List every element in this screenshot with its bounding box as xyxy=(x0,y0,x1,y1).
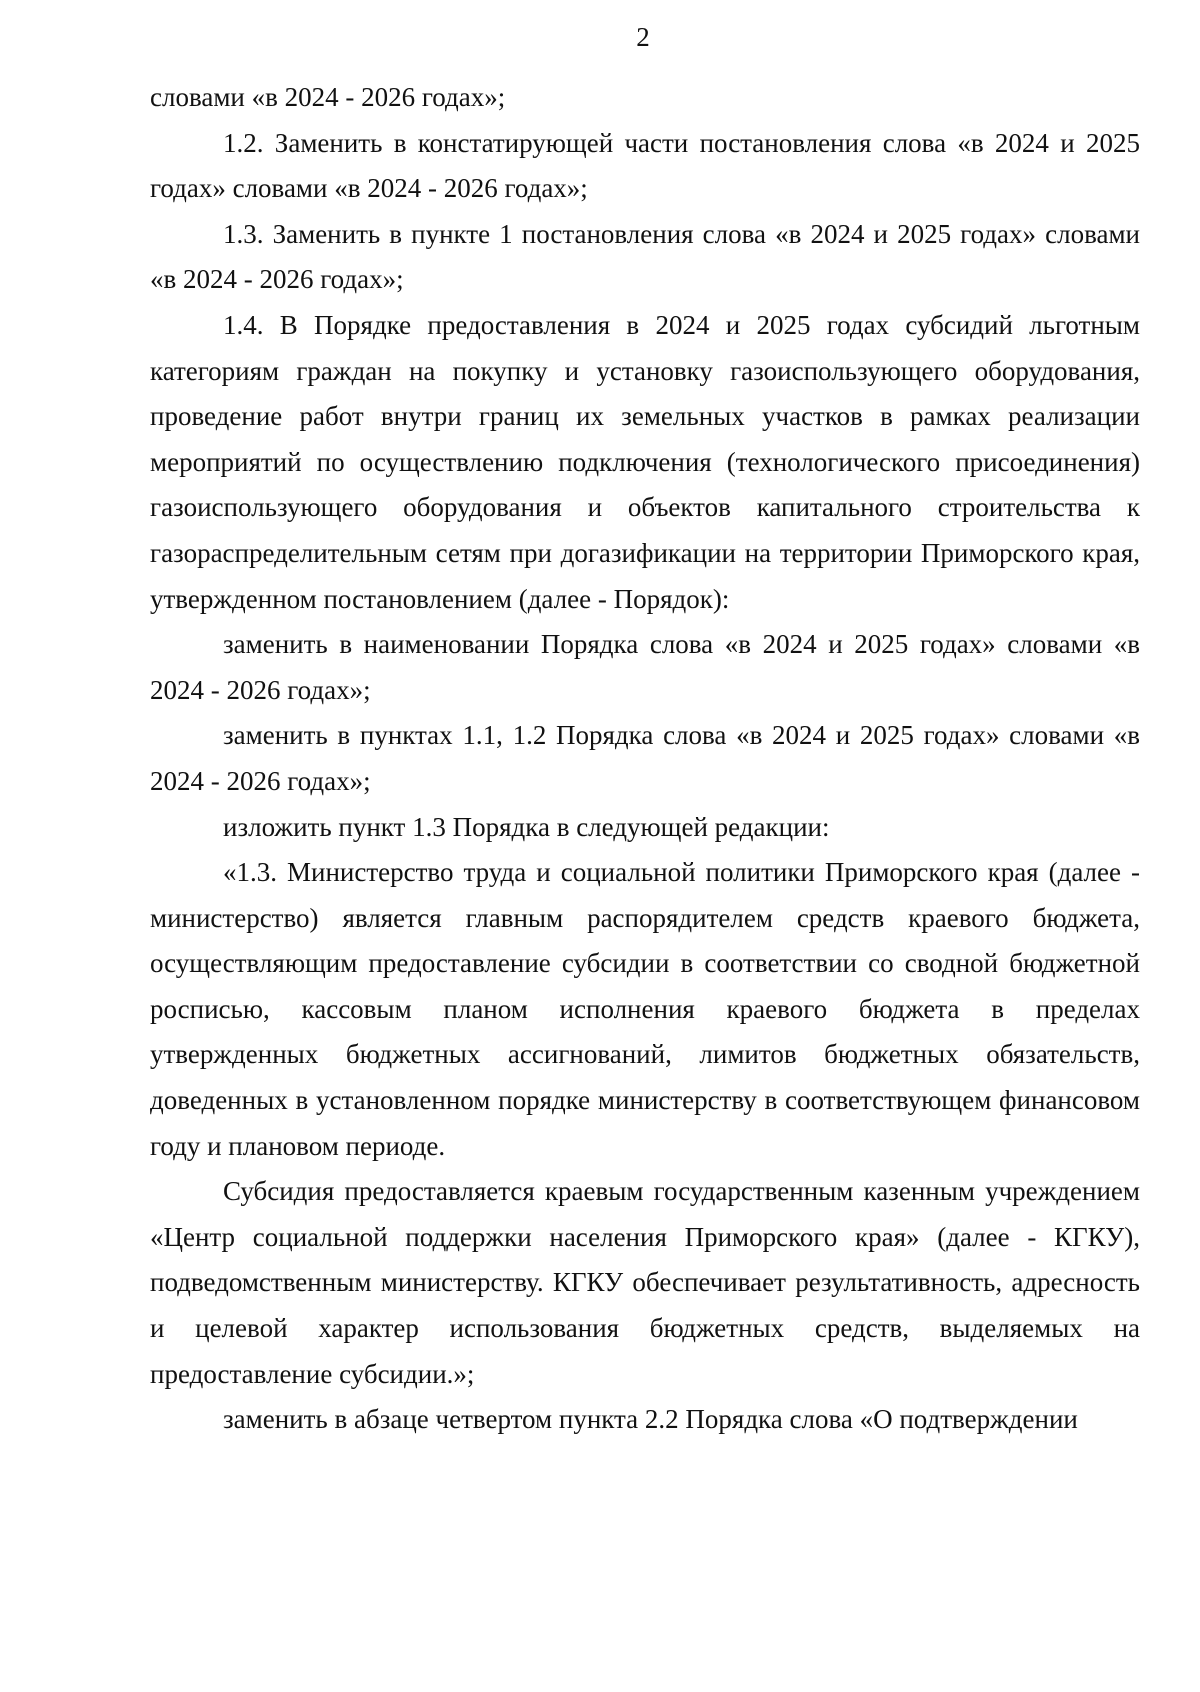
paragraph-replace-title: заменить в наименовании Порядка слова «в 2024 и 2025 годах» словами «в 2024 - 2026 годах»; xyxy=(150,629,1140,705)
paragraph-1-2: 1.2. Заменить в констатирующей части постановления слова «в 2024 и 2025 годах» словами «в 2024 - 2026 годах»; xyxy=(150,127,1140,204)
paragraph-replace-points: заменить в пунктах 1.1, 1.2 Порядка слова «в 2024 и 2025 годах» словами «в 2024 - 2026 годах»; xyxy=(150,720,1140,796)
page-number: 2 xyxy=(636,22,650,52)
paragraph-quoted-1-3: «1.3. Министерство труда и социальной политики Приморского края (далее - министерство) является главным распорядителем средств краевого бюджета, осуществляющим предоставление субсидии в соответствии со сводной бюджетной росписью, кассовым планом исполнения краевого бюджета в пределах утвержденных бюджетных ассигнований, лимитов бюджетных обязательств, доведенных в установленном порядке министерству в соответствующем финансовом году и плановом периоде. xyxy=(150,857,1140,1161)
paragraph-restate-intro: изложить пункт 1.3 Порядка в следующей редакции: xyxy=(223,811,830,842)
paragraph-1-4: 1.4. В Порядке предоставления в 2024 и 2025 годах субсидий льготным категориям граждан на покупку и установку газоиспользующего оборудования, проведение работ внутри границ их земельных участков в рамках реализации мероприятий по осуществлению подключения (технологического присоединения) газоиспользующего оборудования и объектов капитального строительства к газораспределительным сетям при догазификации на территории Приморского края, утвержденном постановлением (далее - Порядок): xyxy=(150,309,1140,614)
paragraph-continuation: словами «в 2024 - 2026 годах»; xyxy=(150,82,506,112)
paragraph-1-3: 1.3. Заменить в пункте 1 постановления слова «в 2024 и 2025 годах» словами «в 2024 - 2026 годах»; xyxy=(150,218,1140,295)
paragraph-replace-2-2: заменить в абзаце четвертом пункта 2.2 Порядка слова «О подтверждении xyxy=(223,1404,1078,1435)
paragraph-subsidy: Субсидия предоставляется краевым государственным казенным учреждением «Центр социальной поддержки населения Приморского края» (далее - КГКУ), подведомственным министерству. КГКУ обеспечивает результативность, адресность и целевой характер использования бюджетных средств, выделяемых на предоставление субсидии.»; xyxy=(150,1176,1140,1389)
document-body xyxy=(150,75,1140,1443)
